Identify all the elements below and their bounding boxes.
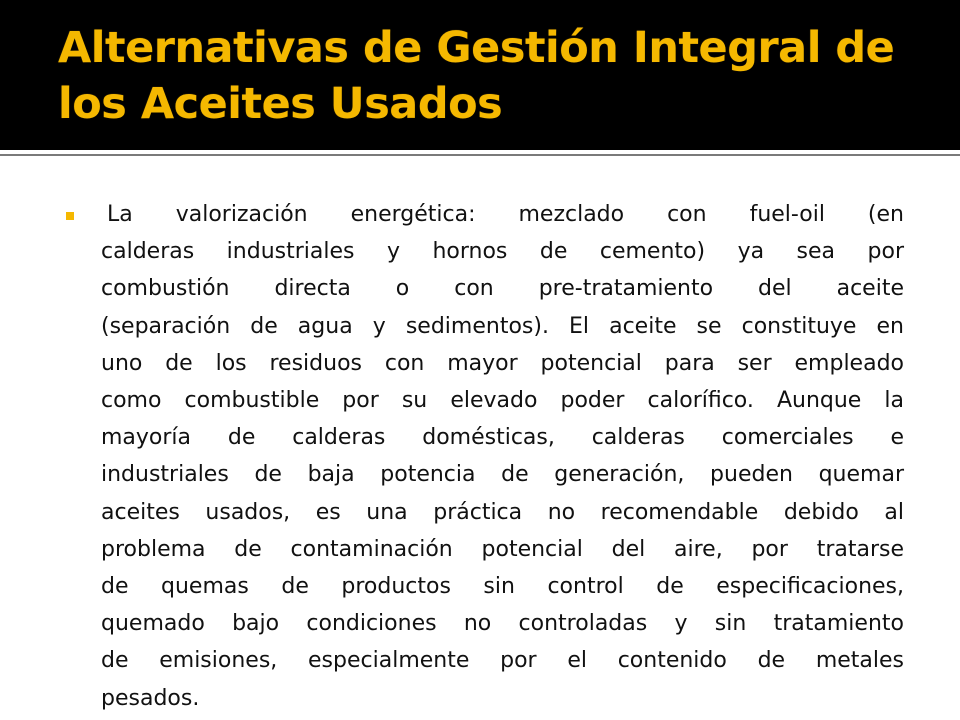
bullet-text-line: quemado bajo condiciones no controladas y sin tratamiento [101,611,904,637]
bullet-text-line: calderas industriales y hornos de cemento) ya sea por [101,239,904,265]
title-bar [0,0,960,150]
bullet-text-line: pesados. [101,685,200,711]
bullet-text-line: de quemas de productos sin control de especificaciones, [101,574,904,600]
slide-title-line-1: Alternativas de Gestión Integral de [58,23,895,73]
square-bullet-icon [66,212,74,220]
bullet-text-line: uno de los residuos con mayor potencial para ser empleado [101,350,904,376]
bullet-paragraph [101,196,904,717]
bullet-text-line: aceites usados, es una práctica no recomendable debido al [101,499,904,525]
slide-title-line-2: los Aceites Usados [58,79,503,129]
bullet-text-line: La valorización energética: mezclado con fuel-oil (en [107,202,904,227]
bullet-text-line: de emisiones, especialmente por el contenido de metales [101,648,904,674]
bullet-text-line: como combustible por su elevado poder calorífico. Aunque la [101,388,904,414]
bullet-text-line: (separación de agua y sedimentos). El aceite se constituye en [101,313,904,339]
bullet-text-line: combustión directa o con pre-tratamiento del aceite [101,276,904,302]
bullet-text-line: industriales de baja potencia de generación, pueden quemar [101,462,904,488]
bullet-text-line: mayoría de calderas domésticas, calderas comerciales e [101,425,904,451]
slide-content [0,156,960,720]
bullet-text-line: problema de contaminación potencial del aire, por tratarse [101,536,904,562]
slide-title [58,20,938,132]
